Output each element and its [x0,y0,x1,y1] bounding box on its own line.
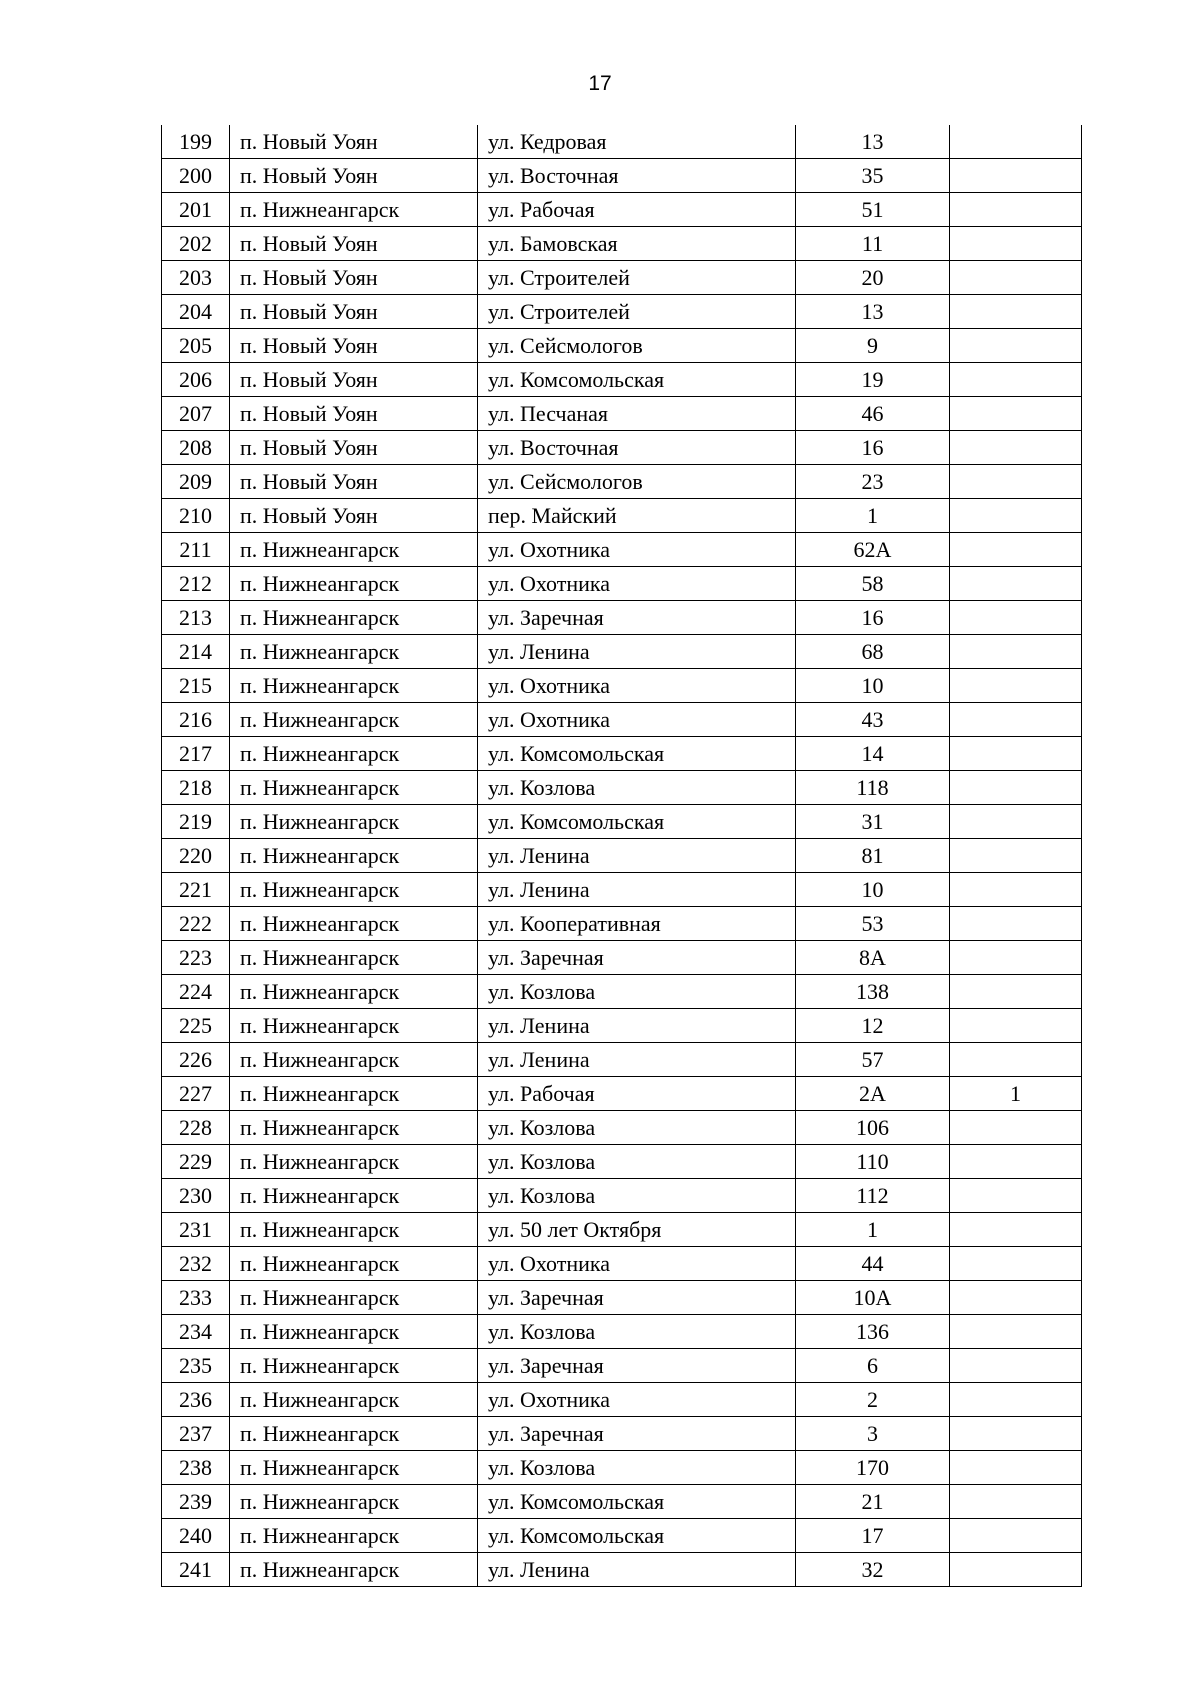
settlement-cell: п. Новый Уоян [230,261,478,295]
row-number-cell: 205 [162,329,230,363]
table-row [162,975,1082,1009]
table-row [162,737,1082,771]
house-number-cell: 19 [796,363,950,397]
extra-cell [950,1145,1082,1179]
extra-cell [950,1009,1082,1043]
row-number-cell: 224 [162,975,230,1009]
table-row [162,1247,1082,1281]
house-number-cell: 9 [796,329,950,363]
house-number-cell: 11 [796,227,950,261]
row-number-cell: 214 [162,635,230,669]
table-row [162,907,1082,941]
street-cell: ул. Заречная [478,1281,796,1315]
street-cell: ул. Рабочая [478,193,796,227]
settlement-cell: п. Нижнеангарск [230,1077,478,1111]
row-number-cell: 220 [162,839,230,873]
settlement-cell: п. Нижнеангарск [230,567,478,601]
settlement-cell: п. Новый Уоян [230,499,478,533]
house-number-cell: 13 [796,295,950,329]
extra-cell [950,1553,1082,1587]
settlement-cell: п. Нижнеангарск [230,737,478,771]
house-number-cell: 57 [796,1043,950,1077]
street-cell: ул. Ленина [478,1009,796,1043]
house-number-cell: 8А [796,941,950,975]
house-number-cell: 10А [796,1281,950,1315]
house-number-cell: 68 [796,635,950,669]
settlement-cell: п. Нижнеангарск [230,1349,478,1383]
settlement-cell: п. Нижнеангарск [230,1451,478,1485]
settlement-cell: п. Нижнеангарск [230,1145,478,1179]
extra-cell: 1 [950,1077,1082,1111]
house-number-cell: 138 [796,975,950,1009]
row-number-cell: 200 [162,159,230,193]
extra-cell [950,1179,1082,1213]
house-number-cell: 110 [796,1145,950,1179]
house-number-cell: 10 [796,669,950,703]
extra-cell [950,1043,1082,1077]
house-number-cell: 23 [796,465,950,499]
settlement-cell: п. Нижнеангарск [230,941,478,975]
table-row [162,431,1082,465]
row-number-cell: 241 [162,1553,230,1587]
street-cell: ул. Козлова [478,1451,796,1485]
street-cell: ул. Ленина [478,839,796,873]
settlement-cell: п. Нижнеангарск [230,533,478,567]
street-cell: ул. Охотника [478,703,796,737]
row-number-cell: 216 [162,703,230,737]
extra-cell [950,907,1082,941]
table-row [162,635,1082,669]
extra-cell [950,1111,1082,1145]
row-number-cell: 223 [162,941,230,975]
table-row [162,839,1082,873]
table-row [162,329,1082,363]
table-row [162,1349,1082,1383]
extra-cell [950,227,1082,261]
row-number-cell: 217 [162,737,230,771]
extra-cell [950,1281,1082,1315]
extra-cell [950,125,1082,159]
address-table-container [161,125,1082,1587]
street-cell: ул. Кедровая [478,125,796,159]
street-cell: ул. Восточная [478,431,796,465]
street-cell: ул. Сейсмологов [478,465,796,499]
extra-cell [950,1349,1082,1383]
settlement-cell: п. Нижнеангарск [230,1519,478,1553]
house-number-cell: 53 [796,907,950,941]
row-number-cell: 233 [162,1281,230,1315]
settlement-cell: п. Нижнеангарск [230,1383,478,1417]
extra-cell [950,261,1082,295]
extra-cell [950,737,1082,771]
row-number-cell: 235 [162,1349,230,1383]
house-number-cell: 12 [796,1009,950,1043]
extra-cell [950,397,1082,431]
house-number-cell: 6 [796,1349,950,1383]
settlement-cell: п. Новый Уоян [230,465,478,499]
settlement-cell: п. Нижнеангарск [230,1179,478,1213]
house-number-cell: 170 [796,1451,950,1485]
settlement-cell: п. Нижнеангарск [230,193,478,227]
row-number-cell: 218 [162,771,230,805]
address-table-body [162,125,1082,1587]
house-number-cell: 46 [796,397,950,431]
house-number-cell: 31 [796,805,950,839]
extra-cell [950,1451,1082,1485]
table-row [162,805,1082,839]
street-cell: ул. Сейсмологов [478,329,796,363]
settlement-cell: п. Нижнеангарск [230,635,478,669]
table-row [162,601,1082,635]
settlement-cell: п. Нижнеангарск [230,1111,478,1145]
row-number-cell: 227 [162,1077,230,1111]
street-cell: ул. Кооперативная [478,907,796,941]
house-number-cell: 106 [796,1111,950,1145]
table-row [162,669,1082,703]
house-number-cell: 81 [796,839,950,873]
table-row [162,1111,1082,1145]
table-row [162,125,1082,159]
settlement-cell: п. Нижнеангарск [230,601,478,635]
extra-cell [950,1213,1082,1247]
settlement-cell: п. Нижнеангарск [230,1009,478,1043]
extra-cell [950,193,1082,227]
extra-cell [950,1315,1082,1349]
row-number-cell: 226 [162,1043,230,1077]
extra-cell [950,703,1082,737]
street-cell: ул. Ленина [478,635,796,669]
house-number-cell: 51 [796,193,950,227]
extra-cell [950,839,1082,873]
row-number-cell: 210 [162,499,230,533]
settlement-cell: п. Новый Уоян [230,227,478,261]
table-row [162,1315,1082,1349]
settlement-cell: п. Нижнеангарск [230,703,478,737]
street-cell: ул. Ленина [478,1553,796,1587]
table-row [162,465,1082,499]
street-cell: ул. Заречная [478,1349,796,1383]
extra-cell [950,567,1082,601]
extra-cell [950,771,1082,805]
row-number-cell: 215 [162,669,230,703]
row-number-cell: 219 [162,805,230,839]
street-cell: ул. Восточная [478,159,796,193]
street-cell: ул. Комсомольская [478,805,796,839]
table-row [162,397,1082,431]
table-row [162,703,1082,737]
settlement-cell: п. Нижнеангарск [230,1553,478,1587]
extra-cell [950,1383,1082,1417]
settlement-cell: п. Новый Уоян [230,431,478,465]
house-number-cell: 10 [796,873,950,907]
street-cell: ул. Рабочая [478,1077,796,1111]
row-number-cell: 237 [162,1417,230,1451]
page-number: 17 [588,72,612,95]
extra-cell [950,465,1082,499]
row-number-cell: 209 [162,465,230,499]
table-row [162,1145,1082,1179]
house-number-cell: 43 [796,703,950,737]
house-number-cell: 13 [796,125,950,159]
street-cell: ул. Бамовская [478,227,796,261]
table-row [162,1451,1082,1485]
street-cell: ул. Охотника [478,669,796,703]
settlement-cell: п. Нижнеангарск [230,1213,478,1247]
settlement-cell: п. Нижнеангарск [230,771,478,805]
table-row [162,567,1082,601]
table-row [162,1179,1082,1213]
house-number-cell: 44 [796,1247,950,1281]
street-cell: ул. Козлова [478,975,796,1009]
row-number-cell: 222 [162,907,230,941]
settlement-cell: п. Нижнеангарск [230,873,478,907]
settlement-cell: п. Нижнеангарск [230,839,478,873]
house-number-cell: 35 [796,159,950,193]
street-cell: ул. Строителей [478,261,796,295]
extra-cell [950,499,1082,533]
settlement-cell: п. Нижнеангарск [230,1247,478,1281]
extra-cell [950,533,1082,567]
house-number-cell: 2А [796,1077,950,1111]
house-number-cell: 17 [796,1519,950,1553]
house-number-cell: 118 [796,771,950,805]
street-cell: ул. Ленина [478,1043,796,1077]
row-number-cell: 239 [162,1485,230,1519]
extra-cell [950,159,1082,193]
extra-cell [950,1485,1082,1519]
row-number-cell: 234 [162,1315,230,1349]
house-number-cell: 14 [796,737,950,771]
row-number-cell: 240 [162,1519,230,1553]
row-number-cell: 207 [162,397,230,431]
house-number-cell: 2 [796,1383,950,1417]
street-cell: ул. Охотника [478,1247,796,1281]
row-number-cell: 236 [162,1383,230,1417]
house-number-cell: 1 [796,1213,950,1247]
settlement-cell: п. Нижнеангарск [230,1315,478,1349]
table-row [162,1043,1082,1077]
table-row [162,1009,1082,1043]
row-number-cell: 211 [162,533,230,567]
row-number-cell: 204 [162,295,230,329]
table-row [162,1077,1082,1111]
table-row [162,1553,1082,1587]
extra-cell [950,975,1082,1009]
settlement-cell: п. Нижнеангарск [230,1417,478,1451]
row-number-cell: 230 [162,1179,230,1213]
row-number-cell: 202 [162,227,230,261]
street-cell: ул. Козлова [478,1145,796,1179]
row-number-cell: 232 [162,1247,230,1281]
table-row [162,873,1082,907]
table-row [162,771,1082,805]
row-number-cell: 229 [162,1145,230,1179]
street-cell: пер. Майский [478,499,796,533]
table-row [162,499,1082,533]
row-number-cell: 203 [162,261,230,295]
house-number-cell: 16 [796,601,950,635]
extra-cell [950,1519,1082,1553]
settlement-cell: п. Новый Уоян [230,159,478,193]
table-row [162,1519,1082,1553]
table-row [162,1213,1082,1247]
street-cell: ул. Комсомольская [478,363,796,397]
table-row [162,1485,1082,1519]
extra-cell [950,1247,1082,1281]
extra-cell [950,805,1082,839]
settlement-cell: п. Нижнеангарск [230,805,478,839]
table-row [162,533,1082,567]
house-number-cell: 32 [796,1553,950,1587]
table-row [162,941,1082,975]
row-number-cell: 206 [162,363,230,397]
address-table [161,125,1082,1587]
house-number-cell: 62А [796,533,950,567]
settlement-cell: п. Новый Уоян [230,329,478,363]
settlement-cell: п. Новый Уоян [230,125,478,159]
extra-cell [950,601,1082,635]
table-row [162,295,1082,329]
settlement-cell: п. Нижнеангарск [230,669,478,703]
settlement-cell: п. Новый Уоян [230,397,478,431]
house-number-cell: 21 [796,1485,950,1519]
extra-cell [950,941,1082,975]
street-cell: ул. Комсомольская [478,737,796,771]
extra-cell [950,329,1082,363]
extra-cell [950,431,1082,465]
street-cell: ул. Охотника [478,567,796,601]
street-cell: ул. Заречная [478,941,796,975]
street-cell: ул. Песчаная [478,397,796,431]
extra-cell [950,635,1082,669]
extra-cell [950,873,1082,907]
house-number-cell: 16 [796,431,950,465]
table-row [162,159,1082,193]
street-cell: ул. Козлова [478,1111,796,1145]
row-number-cell: 213 [162,601,230,635]
row-number-cell: 221 [162,873,230,907]
street-cell: ул. Козлова [478,1179,796,1213]
table-row [162,1281,1082,1315]
street-cell: ул. Заречная [478,1417,796,1451]
street-cell: ул. Заречная [478,601,796,635]
row-number-cell: 212 [162,567,230,601]
house-number-cell: 3 [796,1417,950,1451]
table-row [162,193,1082,227]
street-cell: ул. Комсомольская [478,1485,796,1519]
table-row [162,1383,1082,1417]
street-cell: ул. 50 лет Октября [478,1213,796,1247]
settlement-cell: п. Нижнеангарск [230,1281,478,1315]
street-cell: ул. Ленина [478,873,796,907]
row-number-cell: 238 [162,1451,230,1485]
street-cell: ул. Комсомольская [478,1519,796,1553]
house-number-cell: 58 [796,567,950,601]
settlement-cell: п. Нижнеангарск [230,1485,478,1519]
street-cell: ул. Охотника [478,533,796,567]
street-cell: ул. Охотника [478,1383,796,1417]
row-number-cell: 228 [162,1111,230,1145]
table-row [162,261,1082,295]
extra-cell [950,295,1082,329]
row-number-cell: 231 [162,1213,230,1247]
extra-cell [950,363,1082,397]
street-cell: ул. Строителей [478,295,796,329]
settlement-cell: п. Новый Уоян [230,363,478,397]
house-number-cell: 136 [796,1315,950,1349]
settlement-cell: п. Нижнеангарск [230,907,478,941]
extra-cell [950,1417,1082,1451]
row-number-cell: 199 [162,125,230,159]
house-number-cell: 1 [796,499,950,533]
house-number-cell: 20 [796,261,950,295]
extra-cell [950,669,1082,703]
row-number-cell: 225 [162,1009,230,1043]
row-number-cell: 201 [162,193,230,227]
table-row [162,227,1082,261]
house-number-cell: 112 [796,1179,950,1213]
settlement-cell: п. Нижнеангарск [230,975,478,1009]
settlement-cell: п. Новый Уоян [230,295,478,329]
table-row [162,363,1082,397]
settlement-cell: п. Нижнеангарск [230,1043,478,1077]
row-number-cell: 208 [162,431,230,465]
street-cell: ул. Козлова [478,771,796,805]
table-row [162,1417,1082,1451]
street-cell: ул. Козлова [478,1315,796,1349]
